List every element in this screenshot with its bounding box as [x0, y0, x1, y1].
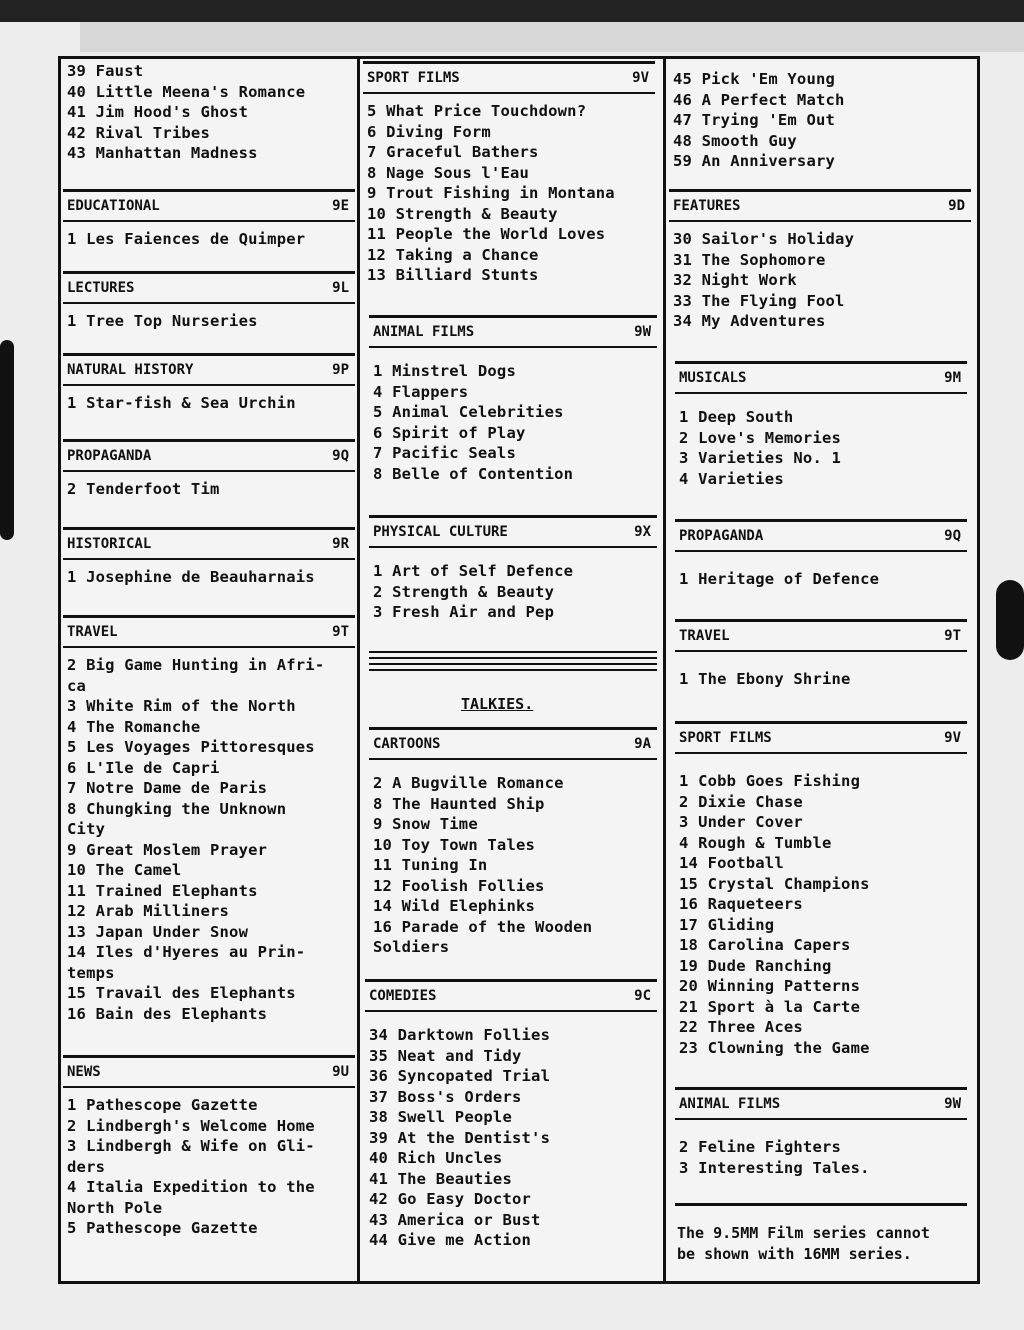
section-header — [669, 189, 971, 222]
list-item: 2 Strength & Beauty — [373, 582, 555, 601]
list-item: North Pole — [67, 1198, 163, 1217]
section-header — [63, 1055, 355, 1088]
list-item: 18 Carolina Capers — [679, 936, 851, 954]
scan-mark — [0, 340, 14, 540]
divider-rule — [675, 1203, 967, 1206]
list-item: 5 Animal Celebrities — [373, 403, 564, 421]
talkies-heading: TALKIES. — [461, 695, 534, 713]
section-header — [63, 189, 355, 222]
list-item: 3 Interesting Tales. — [679, 1158, 870, 1177]
list-item: 11 People the World Loves — [367, 225, 606, 243]
list-item: 1 Les Faiences de Quimper — [67, 230, 306, 248]
list-item: 39 Faust — [67, 62, 144, 80]
section-title: ANIMAL FILMS — [373, 324, 475, 340]
section-code: 9T — [332, 624, 349, 640]
scan-shadow — [80, 22, 1024, 52]
list-item: 14 Wild Elephinks — [373, 897, 536, 915]
list-item: 1 Cobb Goes Fishing — [679, 772, 861, 790]
list-item: 10 The Camel — [67, 861, 182, 879]
list-item: 1 Art of Self Defence — [373, 562, 574, 580]
list-item: 8 The Haunted Ship — [373, 794, 545, 813]
list-item: 33 The Flying Fool — [673, 291, 845, 310]
section-header — [675, 721, 967, 754]
section-code: 9W — [944, 1096, 961, 1112]
section-header — [675, 361, 967, 394]
list-item: 3 Lindbergh & Wife on Gli- — [67, 1137, 315, 1155]
column-3 — [667, 59, 977, 1281]
list-item: 14 Football — [679, 854, 784, 872]
column-2 — [361, 59, 661, 1281]
section-header — [363, 61, 655, 94]
list-item: 2 Big Game Hunting in Afri- — [67, 656, 325, 674]
list-item: 20 Winning Patterns — [679, 977, 861, 995]
list-item: 41 The Beauties — [369, 1169, 512, 1188]
list-item: 43 Manhattan Madness — [67, 144, 258, 162]
section-header — [63, 615, 355, 648]
list-item: 3 Fresh Air and Pep — [373, 603, 555, 621]
section-code: 9V — [632, 70, 649, 86]
list-item: 8 Nage Sous l'Eau — [367, 163, 530, 182]
section-header — [63, 353, 355, 386]
list-item: 2 Dixie Chase — [679, 792, 803, 811]
list-item: 22 Three Aces — [679, 1018, 803, 1036]
section-title: COMEDIES — [369, 988, 437, 1004]
list-item: 23 Clowning the Game — [679, 1038, 870, 1057]
list-item: 2 A Bugville Romance — [373, 774, 564, 792]
list-item: 36 Syncopated Trial — [369, 1067, 551, 1085]
list-item: 34 My Adventures — [673, 312, 826, 330]
list-item: 9 Trout Fishing in Montana — [367, 184, 615, 202]
list-item: 43 America or Bust — [369, 1210, 541, 1229]
section-code: 9X — [634, 524, 651, 540]
footnote: be shown with 16MM series. — [677, 1245, 912, 1263]
list-item: 6 Diving Form — [367, 122, 491, 141]
list-item: 1 Josephine de Beauharnais — [67, 568, 315, 586]
list-item: 1 Heritage of Defence — [679, 570, 880, 588]
section-code: 9Q — [944, 528, 961, 544]
section-title: TRAVEL — [679, 628, 730, 644]
catalogue-frame — [58, 56, 980, 1284]
list-item: 2 Love's Memories — [679, 428, 842, 447]
list-item: 12 Arab Milliners — [67, 902, 230, 920]
section-header — [63, 439, 355, 472]
list-item: 16 Bain des Elephants — [67, 1004, 268, 1023]
list-item: 41 Jim Hood's Ghost — [67, 103, 249, 121]
section-title: PROPAGANDA — [679, 528, 764, 544]
section-title: SPORT FILMS — [367, 70, 460, 86]
section-header — [63, 527, 355, 560]
section-code: 9D — [948, 198, 965, 214]
list-item: 16 Parade of the Wooden — [373, 917, 593, 936]
list-item: Soldiers — [373, 938, 450, 956]
list-item: 8 Chungking the Unknown — [67, 799, 287, 818]
section-title: FEATURES — [673, 198, 741, 214]
list-item: 1 The Ebony Shrine — [679, 670, 851, 688]
list-item: ders — [67, 1157, 106, 1176]
column-divider — [357, 59, 360, 1281]
list-item: 17 Gliding — [679, 915, 775, 934]
list-item: 32 Night Work — [673, 271, 797, 289]
section-title: PHYSICAL CULTURE — [373, 524, 508, 540]
list-item: 1 Minstrel Dogs — [373, 362, 516, 380]
section-header — [369, 727, 657, 760]
footnote: The 9.5MM Film series cannot — [677, 1224, 930, 1242]
list-item: 4 The Romanche — [67, 717, 201, 736]
list-item: 35 Neat and Tidy — [369, 1046, 522, 1065]
list-item: 5 Pathescope Gazette — [67, 1219, 258, 1237]
section-code: 9U — [332, 1064, 349, 1080]
list-item: 19 Dude Ranching — [679, 956, 832, 975]
section-code: 9L — [332, 280, 349, 296]
section-code: 9R — [332, 536, 349, 552]
scan-edge — [0, 0, 1024, 22]
list-item: 5 Les Voyages Pittoresques — [67, 738, 315, 756]
list-item: 4 Flappers — [373, 382, 469, 401]
section-title: NEWS — [67, 1064, 101, 1080]
list-item: 5 What Price Touchdown? — [367, 102, 587, 120]
list-item: 1 Pathescope Gazette — [67, 1096, 258, 1114]
list-item: 13 Japan Under Snow — [67, 922, 249, 941]
list-item: 13 Billiard Stunts — [367, 266, 539, 284]
divider-rule — [369, 657, 657, 659]
section-code: 9T — [944, 628, 961, 644]
list-item: 7 Notre Dame de Paris — [67, 779, 268, 797]
section-header — [675, 619, 967, 652]
list-item: 2 Lindbergh's Welcome Home — [67, 1116, 315, 1135]
list-item: 42 Rival Tribes — [67, 123, 210, 142]
list-item: 46 A Perfect Match — [673, 90, 845, 109]
list-item: 11 Tuning In — [373, 856, 488, 874]
list-item: 3 White Rim of the North — [67, 697, 296, 715]
section-title: TRAVEL — [67, 624, 118, 640]
section-title: LECTURES — [67, 280, 135, 296]
list-item: 37 Boss's Orders — [369, 1087, 522, 1106]
list-item: 40 Little Meena's Romance — [67, 82, 306, 101]
list-item: 42 Go Easy Doctor — [369, 1190, 532, 1208]
section-header — [369, 515, 657, 548]
section-header — [675, 1087, 967, 1120]
list-item: 31 The Sophomore — [673, 250, 826, 269]
section-title: SPORT FILMS — [679, 730, 772, 746]
divider-rule — [369, 669, 657, 671]
list-item: 4 Varieties — [679, 469, 784, 488]
list-item: 10 Strength & Beauty — [367, 204, 558, 223]
list-item: 34 Darktown Follies — [369, 1026, 551, 1044]
list-item: 39 At the Dentist's — [369, 1128, 551, 1147]
list-item: 47 Trying 'Em Out — [673, 111, 836, 129]
section-title: EDUCATIONAL — [67, 198, 160, 214]
section-header — [675, 519, 967, 552]
list-item: 16 Raqueteers — [679, 895, 803, 913]
section-title: MUSICALS — [679, 370, 747, 386]
list-item: 45 Pick 'Em Young — [673, 70, 836, 88]
divider-rule — [369, 651, 657, 653]
list-item: 3 Under Cover — [679, 813, 803, 831]
list-item: 8 Belle of Contention — [373, 464, 574, 483]
section-title: NATURAL HISTORY — [67, 362, 194, 378]
list-item: 7 Pacific Seals — [373, 444, 516, 462]
list-item: 6 L'Ile de Capri — [67, 758, 220, 777]
list-item: 1 Star-fish & Sea Urchin — [67, 394, 296, 412]
section-code: 9P — [332, 362, 349, 378]
section-header — [63, 271, 355, 304]
list-item: 2 Tenderfoot Tim — [67, 480, 220, 498]
section-header — [365, 979, 657, 1012]
list-item: 4 Rough & Tumble — [679, 833, 832, 852]
list-item: 6 Spirit of Play — [373, 423, 526, 442]
list-item: ca — [67, 676, 87, 695]
list-item: 15 Crystal Champions — [679, 874, 870, 893]
list-item: 4 Italia Expedition to the — [67, 1178, 315, 1196]
section-code: 9V — [944, 730, 961, 746]
section-code: 9C — [634, 988, 651, 1004]
list-item: 9 Great Moslem Prayer — [67, 840, 268, 859]
list-item: 1 Tree Top Nurseries — [67, 312, 258, 330]
list-item: 48 Smooth Guy — [673, 131, 797, 150]
list-item: 7 Graceful Bathers — [367, 143, 539, 161]
list-item: 30 Sailor's Holiday — [673, 230, 855, 248]
list-item: 14 Iles d'Hyeres au Prin- — [67, 943, 306, 961]
list-item: 9 Snow Time — [373, 815, 478, 833]
section-code: 9E — [332, 198, 349, 214]
list-item: 1 Deep South — [679, 408, 794, 426]
list-item: 2 Feline Fighters — [679, 1138, 842, 1156]
section-code: 9Q — [332, 448, 349, 464]
section-code: 9A — [634, 736, 651, 752]
list-item: 3 Varieties No. 1 — [679, 449, 842, 467]
section-header — [369, 315, 657, 348]
list-item: 12 Foolish Follies — [373, 876, 545, 895]
divider-rule — [369, 663, 657, 665]
list-item: 38 Swell People — [369, 1108, 512, 1126]
column-divider — [663, 59, 666, 1281]
column-1 — [61, 59, 357, 1281]
list-item: 12 Taking a Chance — [367, 245, 539, 264]
section-title: PROPAGANDA — [67, 448, 152, 464]
list-item: 11 Trained Elephants — [67, 881, 258, 900]
list-item: 40 Rich Uncles — [369, 1149, 503, 1167]
section-code: 9M — [944, 370, 961, 386]
list-item: 59 An Anniversary — [673, 152, 836, 170]
list-item: 10 Toy Town Tales — [373, 835, 536, 854]
section-code: 9W — [634, 324, 651, 340]
list-item: 15 Travail des Elephants — [67, 984, 296, 1002]
scan-mark — [996, 580, 1024, 660]
list-item: temps — [67, 963, 115, 982]
section-title: CARTOONS — [373, 736, 441, 752]
section-title: HISTORICAL — [67, 536, 152, 552]
list-item: City — [67, 820, 106, 838]
section-title: ANIMAL FILMS — [679, 1096, 781, 1112]
list-item: 44 Give me Action — [369, 1231, 532, 1249]
list-item: 21 Sport à la Carte — [679, 997, 861, 1016]
